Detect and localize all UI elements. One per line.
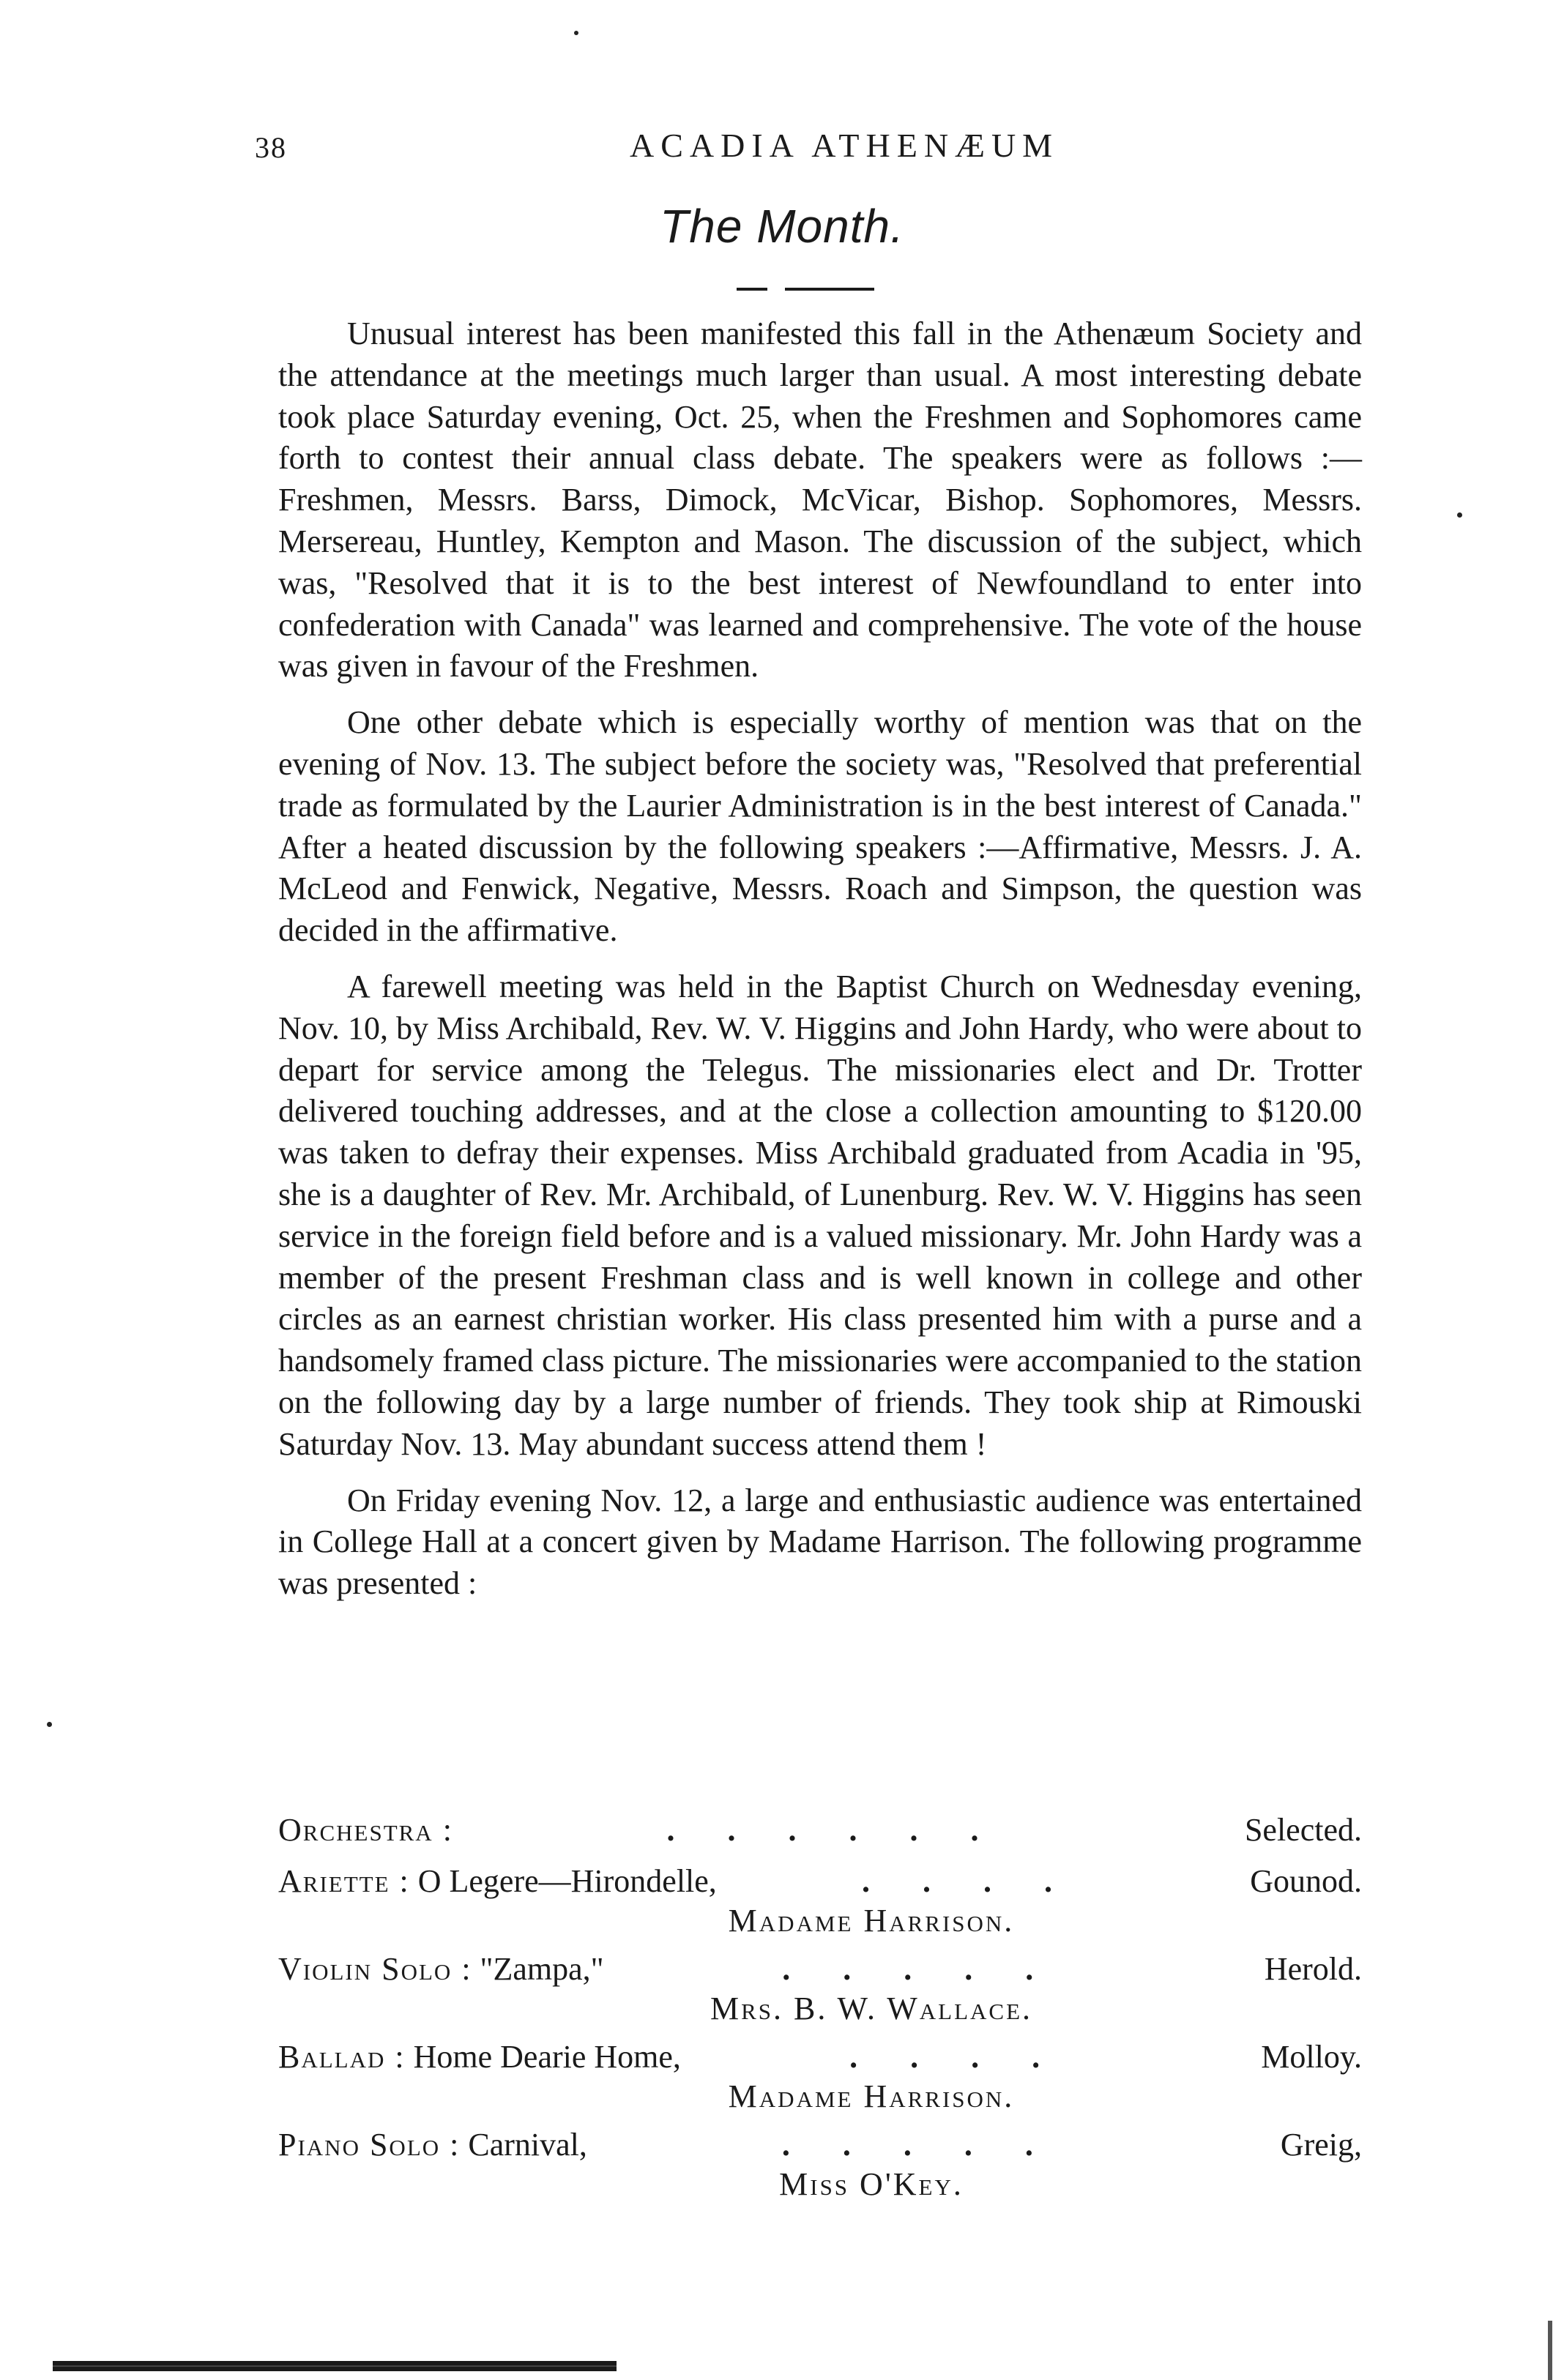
programme-performer: Madame Harrison. [728,1903,1015,1939]
bottom-edge-rule-thin [53,2365,617,2367]
programme-dot-leader: ..... [782,1951,1087,1987]
programme-item-title: Ballad : Home Dearie Home, [278,2039,681,2075]
programme-composer: Molloy. [1261,2039,1362,2075]
programme-dot-leader: .... [849,2039,1093,2075]
programme-dot-leader: ..... [781,2127,1086,2163]
programme-row [278,2125,1362,2165]
programme-row [278,1949,1362,1990]
programme-performer: Madame Harrison. [728,2078,1015,2114]
programme-row [278,1861,1362,1902]
paragraph-farewell-meeting: A farewell meeting was held in the Baptist Church on Wednesday evening, Nov. 10, by Miss Archibald, Rev. W. V. Higgins and John Hardy, who were about to depart for service among the Telegus. The missionaries elect and Dr. Trotter delivered touching addresses, and at the close a collection amounting to $120.00 was taken to defray their expenses. Miss Archibald graduated from Acadia in '95, she is a daughter of Rev. Mr. Archibald, of Lunenburg. Rev. W. V. Higgins has seen service in the foreign field before and is a valued missionary. Mr. John Hardy was a member of the present Freshman class and is well known in college and other circles as an earnest christian worker. His class presented him with a purse and a handsomely framed class picture. The missionaries were accompanied to the station on the following day by a large number of friends. They took ship at Rimouski Saturday Nov. 13. May abundant success attend them ! [278,968,1362,1462]
programme-row [278,2037,1362,2078]
programme-item-title: Violin Solo : "Zampa," [278,1951,604,1987]
paragraph-preferential-trade-debate: One other debate which is especially worthy of mention was that on the evening of Nov. 13. The subject before the society was, "Resolved that preferential trade as formulated by the Laurier Administration is in the best interest of Canada." After a heated discussion by the following speakers :—Affirmative, Messrs. J. A. McLeod and Fenwick, Negative, Messrs. Roach and Simpson, the question was decided in the affirmative. [278,704,1362,949]
programme-item-title: Piano Solo : Carnival, [278,2127,587,2163]
paragraph-concert: On Friday evening Nov. 12, a large and enthusiastic audience was entertained in College Hall at a concert given by Madame Harrison. The following programme was presented : [278,1482,1362,1602]
programme-dot-leader: .... [862,1863,1106,1899]
programme-item-title: Orchestra : [278,1812,453,1848]
article-body [278,313,1362,1619]
page-number: 38 [255,131,287,164]
programme-dot-leader: ...... [666,1812,1032,1848]
right-edge-mark [1548,2321,1552,2380]
programme-performer: Miss O'Key. [779,2166,964,2202]
programme-row [278,1810,1362,1851]
section-title: The Month. [660,200,904,253]
running-head: ACADIA ATHENÆUM [630,127,1060,164]
programme-performer: Mrs. B. W. Wallace. [710,1991,1033,2026]
programme-composer: Selected. [1244,1812,1362,1848]
scan-speck [1457,512,1462,518]
concert-programme [278,1810,1362,2212]
programme-composer: Herold. [1264,1951,1362,1987]
title-rule-long [785,288,874,291]
programme-item-title: Ariette : O Legere—Hirondelle, [278,1863,717,1899]
title-rule-short [737,288,767,291]
scan-speck [47,1722,52,1727]
programme-composer: Greig, [1280,2127,1362,2163]
scan-speck [574,31,578,35]
paragraph-athenaeum-debate: Unusual interest has been manifested this fall in the Athenæum Society and the attendance at the meetings much larger than usual. A most interesting debate took place Saturday evening, Oct. 25, when the Freshmen and Sophomores came forth to contest their annual class debate. The speakers were as follows :—Freshmen, Messrs. Barss, Dimock, McVicar, Bishop. Sophomores, Messrs. Mersereau, Huntley, Kempton and Mason. The discussion of the subject, which was, "Resolved that it is to the best interest of Newfoundland to enter into confederation with Canada" was learned and comprehensive. The vote of the house was given in favour of the Freshmen. [278,316,1362,684]
programme-composer: Gounod. [1250,1863,1362,1899]
